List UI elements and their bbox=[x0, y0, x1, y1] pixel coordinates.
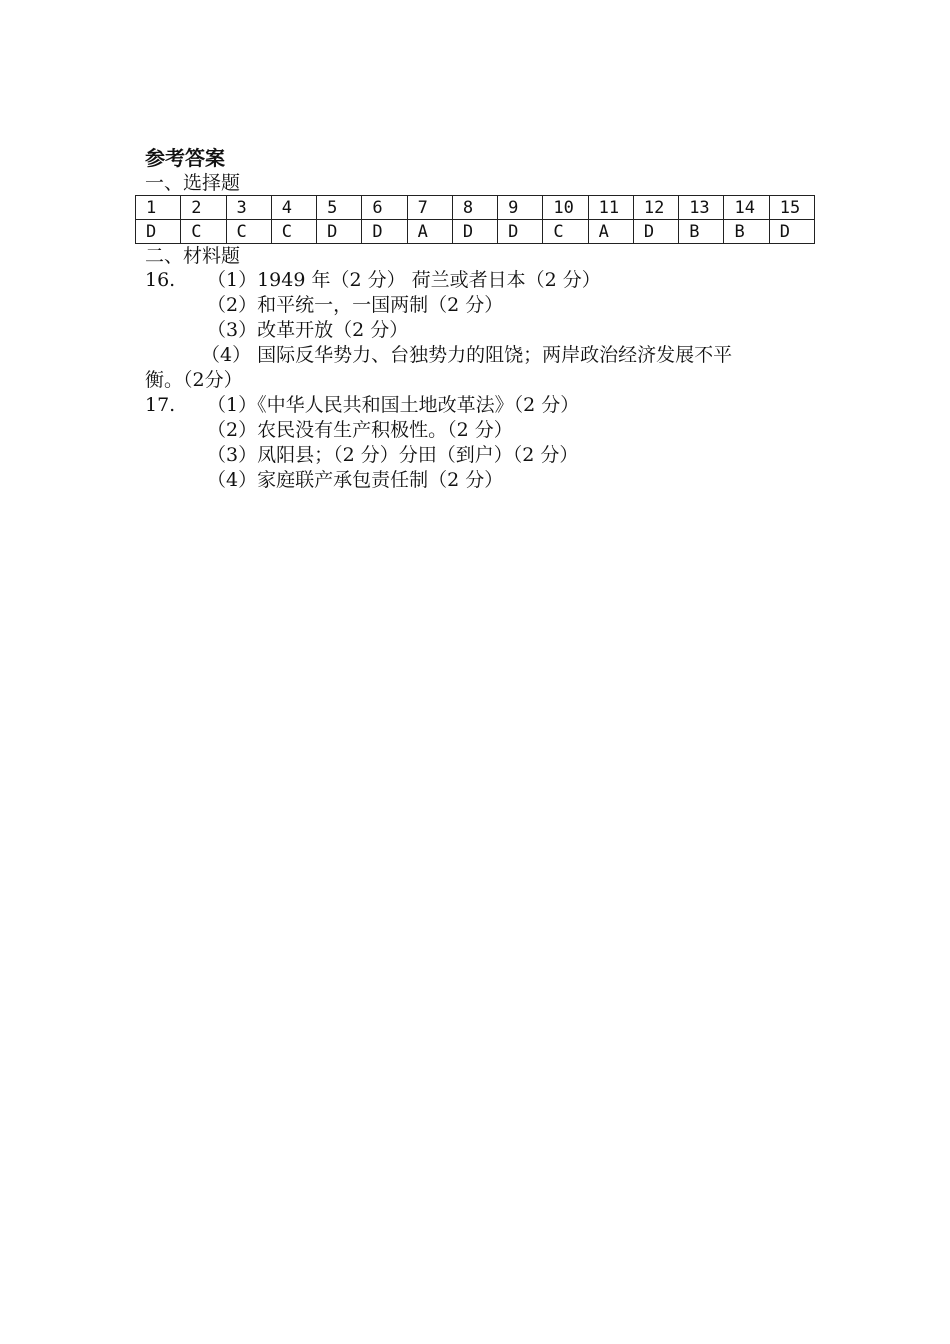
answer-cell: B bbox=[679, 220, 724, 244]
question-number-cell: 10 bbox=[543, 196, 588, 220]
answer-cell: C bbox=[181, 220, 226, 244]
question-number-cell: 12 bbox=[633, 196, 678, 220]
answer-cell: A bbox=[407, 220, 452, 244]
answer-cell: D bbox=[498, 220, 543, 244]
answer-text: （1）1949 年（2 分） 荷兰或者日本（2 分） bbox=[207, 269, 601, 291]
answer-cell: A bbox=[588, 220, 633, 244]
question-16 bbox=[135, 268, 825, 393]
question-number-cell: 1 bbox=[136, 196, 181, 220]
question-17-part-2: （2）农民没有生产积极性。（2 分） bbox=[207, 419, 513, 441]
question-number-cell: 15 bbox=[769, 196, 814, 220]
question-17 bbox=[135, 393, 825, 493]
answer-cell: B bbox=[724, 220, 769, 244]
answer-cell: D bbox=[633, 220, 678, 244]
question-16-part-4: （4） 国际反华势力、台独势力的阻饶；两岸政治经济发展不平 bbox=[201, 344, 733, 366]
question-number-cell: 7 bbox=[407, 196, 452, 220]
answer-cell: D bbox=[317, 220, 362, 244]
question-number-cell: 3 bbox=[226, 196, 271, 220]
answer-cell: C bbox=[543, 220, 588, 244]
section-heading-material: 二、材料题 bbox=[145, 245, 241, 267]
answer-text: （1）《中华人民共和国土地改革法》（2 分） bbox=[207, 394, 580, 416]
question-number-cell: 14 bbox=[724, 196, 769, 220]
question-number-cell: 2 bbox=[181, 196, 226, 220]
question-16-part-3: （3）改革开放（2 分） bbox=[207, 319, 409, 341]
question-17-part-4: （4）家庭联产承包责任制（2 分） bbox=[207, 469, 504, 491]
question-number-cell: 5 bbox=[317, 196, 362, 220]
question-number-cell: 8 bbox=[452, 196, 497, 220]
answer-cell: D bbox=[769, 220, 814, 244]
question-number-cell: 9 bbox=[498, 196, 543, 220]
question-17-part-3: （3）凤阳县；（2 分）分田（到户）（2 分） bbox=[207, 444, 579, 466]
answer-cell: D bbox=[362, 220, 407, 244]
question-number-row bbox=[136, 196, 815, 220]
answer-cell: C bbox=[271, 220, 316, 244]
answer-cell: D bbox=[136, 220, 181, 244]
question-16-part-4-continuation: 衡。（2分） bbox=[145, 369, 243, 391]
question-number: 17. bbox=[145, 394, 176, 416]
question-16-part-2: （2）和平统一，一国两制（2 分） bbox=[207, 294, 504, 316]
answer-cell: D bbox=[452, 220, 497, 244]
question-number-cell: 4 bbox=[271, 196, 316, 220]
question-number-cell: 6 bbox=[362, 196, 407, 220]
answer-table bbox=[135, 195, 815, 244]
question-number-cell: 11 bbox=[588, 196, 633, 220]
question-number: 16. bbox=[145, 269, 176, 291]
question-17-part-1 bbox=[135, 393, 825, 418]
document-page bbox=[135, 145, 825, 493]
answer-cell: C bbox=[226, 220, 271, 244]
document-title: 参考答案 bbox=[145, 146, 225, 170]
section-heading-multiple-choice: 一、选择题 bbox=[145, 172, 241, 194]
question-16-part-1 bbox=[135, 268, 825, 293]
answer-row bbox=[136, 220, 815, 244]
question-number-cell: 13 bbox=[679, 196, 724, 220]
